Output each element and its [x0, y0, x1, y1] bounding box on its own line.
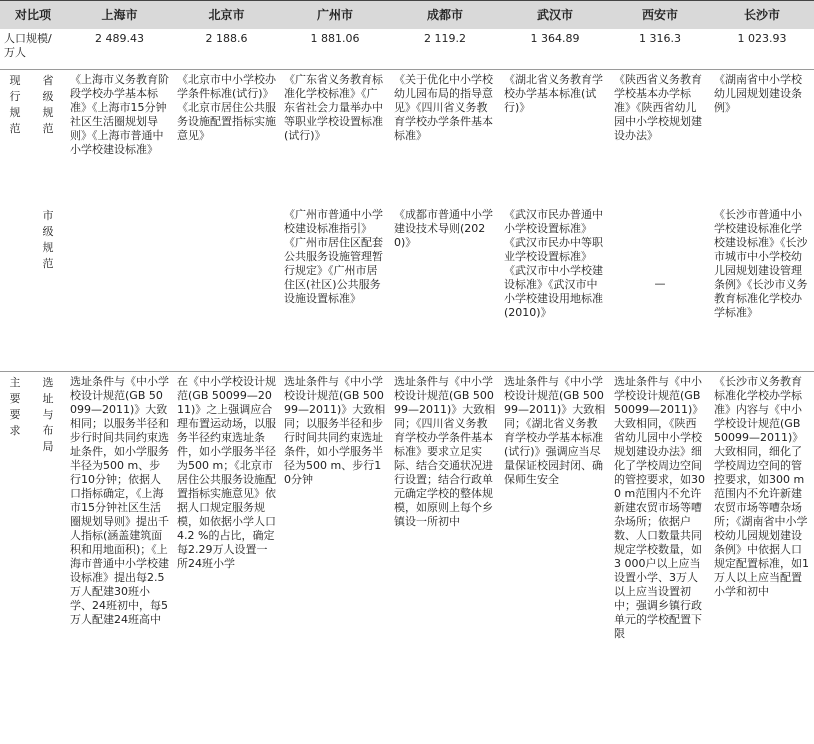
- provincial-cell: 《上海市义务教育阶段学校办学基本标准》《上海市15分钟社区生活圈规划导则》《上海市普通中小学校建设标准》: [66, 69, 173, 205]
- population-label: 人口规模/万人: [4, 32, 52, 59]
- provincial-cell: 《陕西省义务教育学校基本办学标准》《陕西省幼儿园中小学校规划建设办法》: [610, 69, 710, 205]
- population-value: 1 881.06: [310, 32, 360, 45]
- population-value: 1 364.89: [530, 32, 580, 45]
- municipal-cell: 《广州市普通中小学校建设标准指引》《广州市居住区配套公共服务设施管理暂行规定》《广州市居住区(社区)公共服务设施设置标准》: [284, 208, 384, 305]
- header-row: [0, 1, 814, 30]
- population-value: 2 489.43: [95, 32, 144, 45]
- provincial-cell: 《广东省义务教育标准化学校标准》《广东省社会力量举办中等职业学校设置标准(试行)》: [280, 69, 390, 205]
- header-city: 广州市: [280, 1, 390, 30]
- provincial-cell: 《北京市中小学校办学条件标准(试行)》《北京市居住公共服务设施配置指标实施意见》: [173, 69, 280, 205]
- population-value: 1 023.93: [737, 32, 787, 45]
- requirements-cell: 选址条件与《中小学校设计规范(GB 50099—2011)》大致相同，《陕西省幼儿园中小学校规划建设办法》细化了学校周边空间的管控要求，如300 m范围内不允许新建农贸市场等嘈杂场所；依据户数、人口数量共同规定学校数量，如3 000户以上应当设置小学、3万人以上应当设置初中；强调乡镇行政单元的学校配置下限: [610, 371, 710, 644]
- population-value: 1 316.3: [639, 32, 682, 45]
- population-value: 2 119.2: [424, 32, 467, 45]
- header-city: 长沙市: [710, 1, 814, 30]
- provincial-cell: 《关于优化中小学校幼儿园布局的指导意见》《四川省义务教育学校办学条件基本标准》: [390, 69, 500, 205]
- municipal-cell: [173, 205, 280, 371]
- provincial-row: [0, 69, 814, 205]
- municipal-row: [0, 205, 814, 371]
- header-city: 西安市: [610, 1, 710, 30]
- municipal-cell: 《成都市普通中小学建设技术导则(2020)》: [394, 208, 494, 249]
- header-city: 北京市: [173, 1, 280, 30]
- requirements-cell: 选址条件与《中小学校设计规范(GB 50099—2011)》大致相同；以服务半径和步行时间共同约束选址条件，如小学服务半径为500 m、步行10分钟: [280, 371, 390, 644]
- requirements-cell: 选址条件与《中小学校设计规范(GB 50099—2011)》大致相同；《四川省义务教育学校办学条件基本标准》要求立足实际、结合交通状况进行设置；结合行政单元确定学校的整体规模，如原则上每个乡镇设一所初中: [390, 371, 500, 644]
- requirements-label: 主要要求: [0, 371, 30, 644]
- requirements-cell: 选址条件与《中小学校设计规范(GB 50099—2011)》大致相同；《湖北省义务教育学校办学基本标准(试行)》强调应当尽量保证校园封闭、确保师生安全: [500, 371, 610, 644]
- population-row: [0, 29, 814, 69]
- provincial-label: 省级规范: [30, 69, 66, 205]
- regulations-label: 现行规范: [0, 69, 30, 371]
- municipal-label: 市级规范: [42, 209, 54, 270]
- requirements-row: [0, 371, 814, 644]
- municipal-cell: [66, 205, 173, 371]
- requirements-cell: 选址条件与《中小学校设计规范(GB 50099—2011)》大致相同；以服务半径和步行时间共同约束选址条件，如小学服务半径为500 m、步行10分钟；依据人口指标确定，《上海市15分钟社区生活圈规划导则》提出千人指标(涵盖建筑面积和用地面积)；《上海市普通中小学校建设标准》提出每2.5万人配建30班小学、24班初中，每5万人配建24班高中: [66, 371, 173, 644]
- header-corner: 对比项: [0, 1, 66, 30]
- provincial-cell: 《湖南省中小学校幼儿园规划建设条例》: [710, 69, 814, 205]
- requirements-cell: 《长沙市义务教育标准化学校办学标准》内容与《中小学校设计规范(GB 50099—2011)》大致相同，细化了学校周边空间的管控要求，如300 m范围内不允许新建农贸市场等嘈杂场所；《湖南省中小学校幼儿园规划建设条例》中依据人口规定配置标准，如1万人以上应当配置小学和初中: [710, 371, 814, 644]
- municipal-cell: —: [654, 277, 666, 290]
- header-city: 成都市: [390, 1, 500, 30]
- municipal-cell: 《长沙市普通中小学校建设标准化学校建设标准》《长沙市城市中小学校幼儿园规划建设管理条例》《长沙市义务教育标准化学校办学标准》: [714, 208, 808, 319]
- site-layout-label: 选址与布局: [30, 371, 66, 644]
- requirements-cell: 在《中小学校设计规范(GB 50099—2011)》之上强调应合理布置运动场，以服务半径约束选址条件，如小学服务半径为500 m；《北京市居住公共服务设施配置指标实施意见》依据人口规定服务规模，如依据小学人口4.2 %的占比，确定每2.29万人设置一所24班小学: [173, 371, 280, 644]
- header-city: 武汉市: [500, 1, 610, 30]
- provincial-cell: 《湖北省义务教育学校办学基本标准(试行)》: [500, 69, 610, 205]
- municipal-cell: 《武汉市民办普通中小学校设置标准》《武汉市民办中等职业学校设置标准》《武汉市中小学校建设标准》《武汉市中小学校建设用地标准(2010)》: [504, 208, 604, 319]
- population-value: 2 188.6: [205, 32, 248, 45]
- header-city: 上海市: [66, 1, 173, 30]
